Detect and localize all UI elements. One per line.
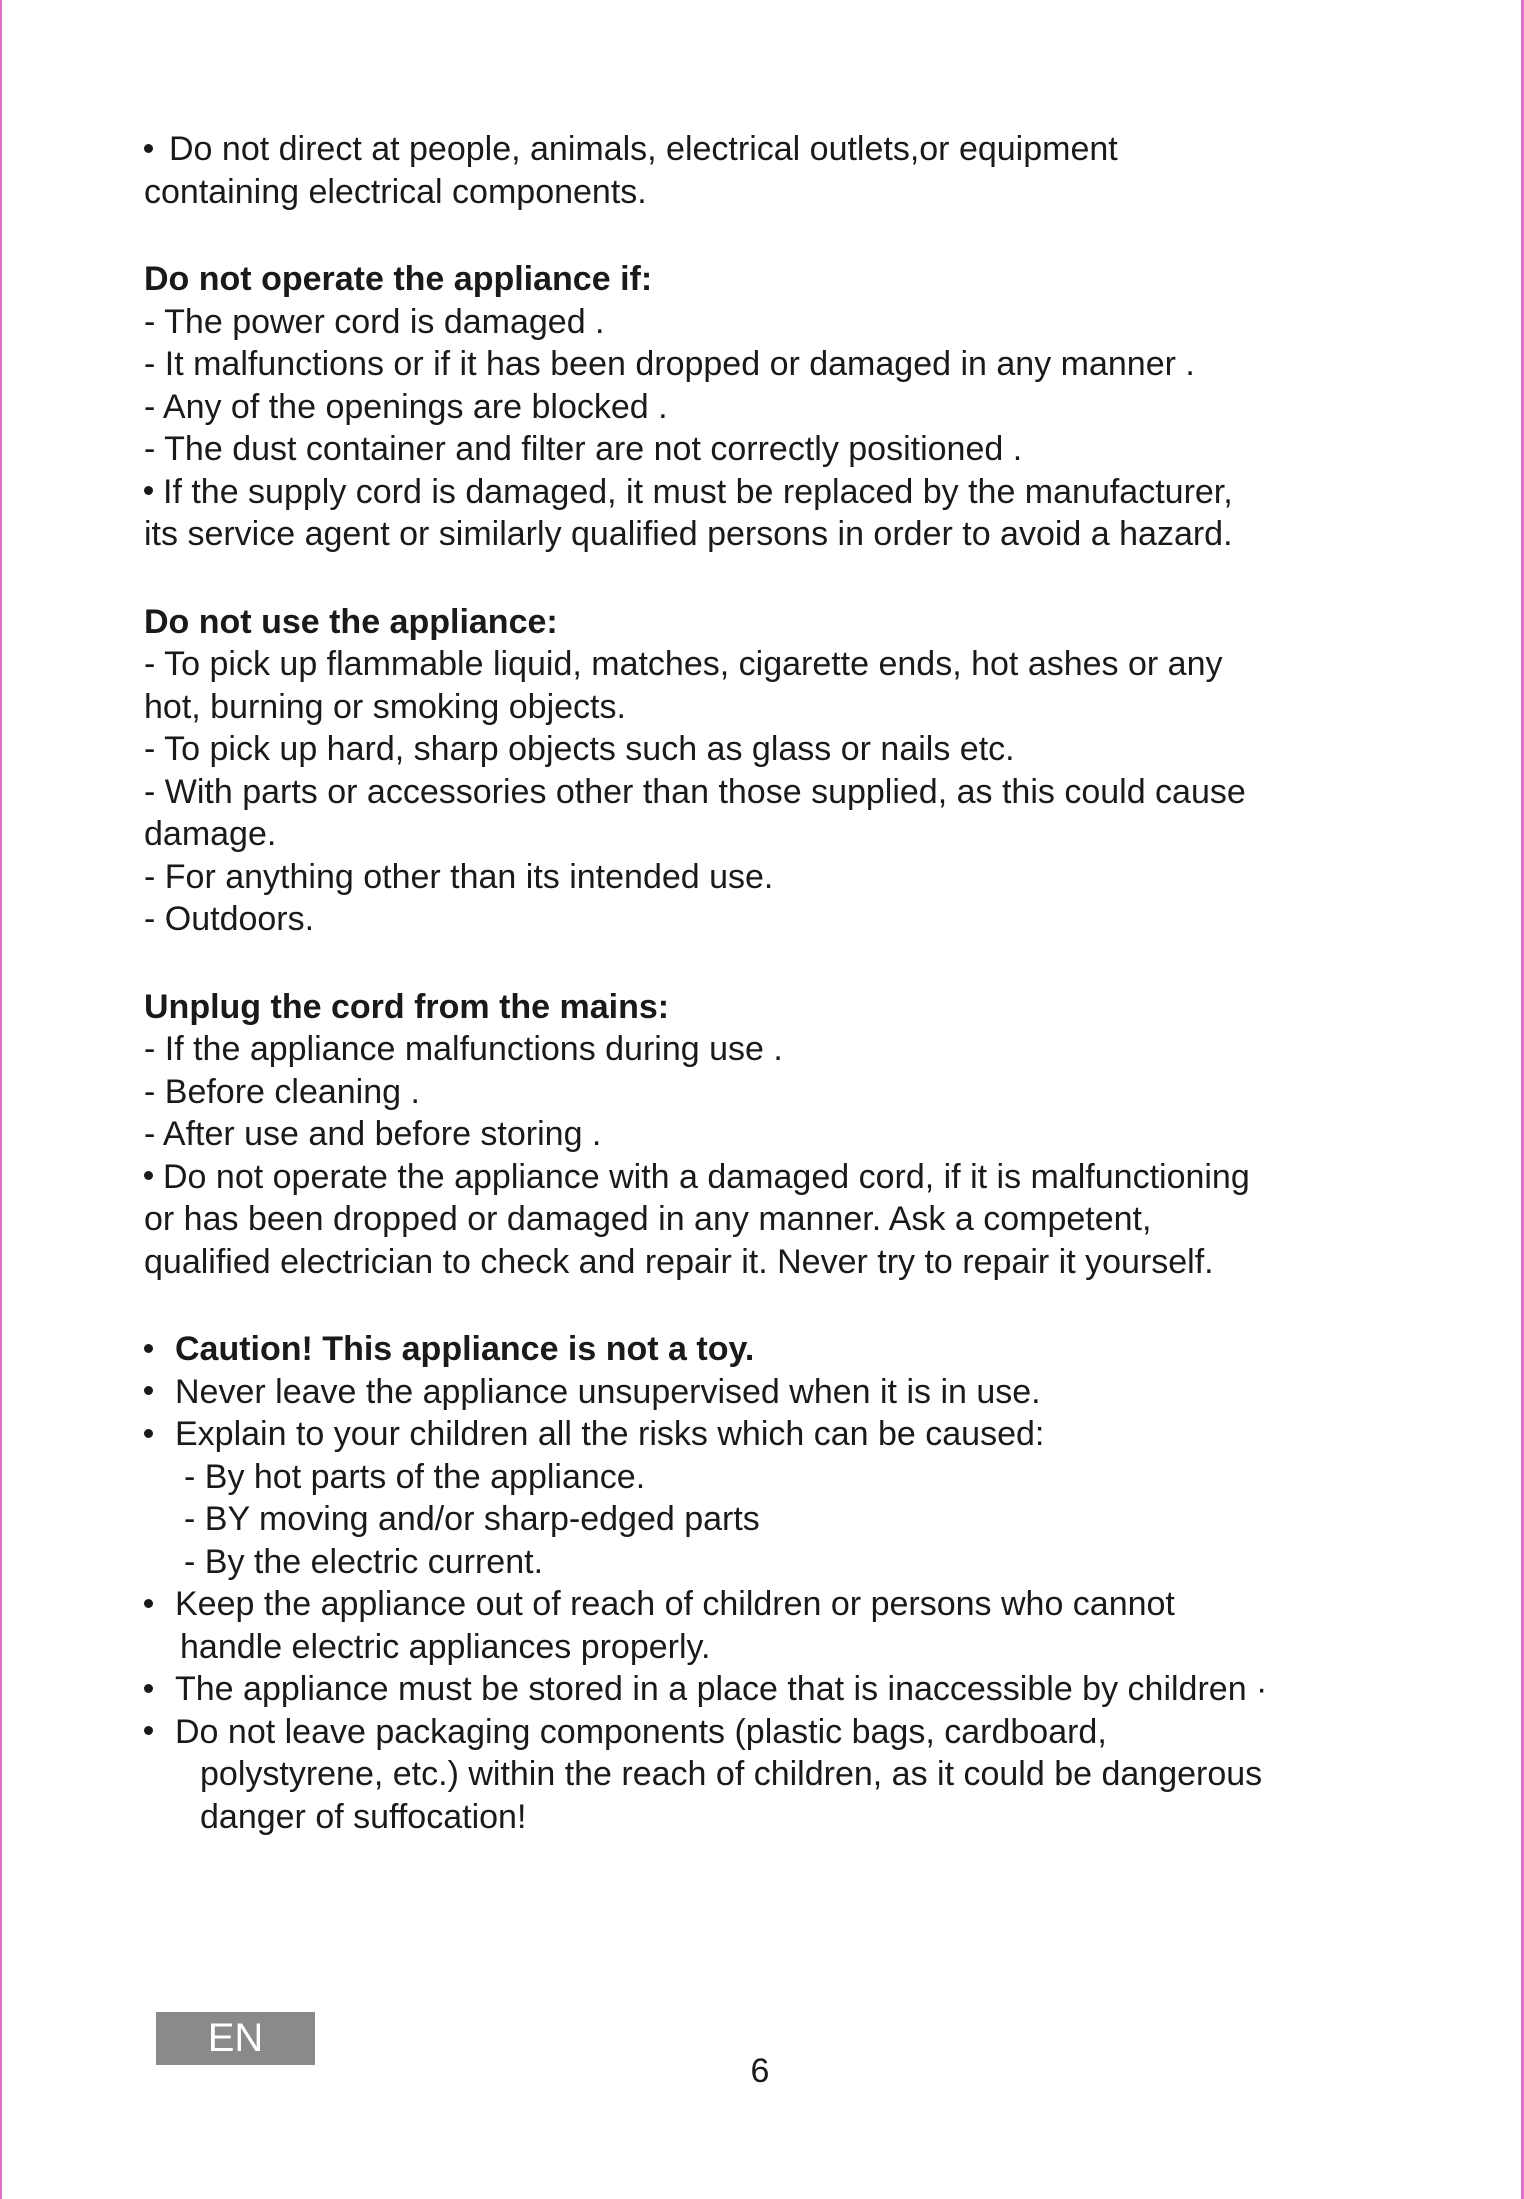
list-item: - It malfunctions or if it has been dropped or damaged in any manner . — [144, 345, 1195, 383]
bullet-icon — [144, 486, 153, 495]
packaging-line1: Do not leave packaging components (plastic bags, cardboard, — [144, 1711, 1384, 1754]
list-item: - For anything other than its intended use. — [144, 857, 774, 896]
bullet-icon — [144, 1429, 153, 1438]
list-item: - Outdoors. — [144, 900, 315, 938]
warning-direct-line1: Do not direct at people, animals, electrical outlets,or equipment — [144, 128, 1384, 171]
damaged-cord-note-line3: qualified electrician to check and repair it. Never try to repair it yourself. — [144, 1242, 1214, 1281]
bullet-icon — [144, 1171, 153, 1180]
caution-line: Caution! This appliance is not a toy. — [144, 1328, 1384, 1371]
risk-item: - BY moving and/or sharp-edged parts — [184, 1500, 760, 1538]
risk-item: - By hot parts of the appliance. — [184, 1457, 646, 1496]
list-item: - To pick up hard, sharp objects such as glass or nails etc. — [144, 730, 1015, 768]
supply-cord-note-line2: its service agent or similarly qualified persons in order to avoid a hazard. — [144, 515, 1233, 553]
keep-out-line2: handle electric appliances properly. — [180, 1627, 711, 1666]
damaged-cord-note-line2: or has been dropped or damaged in any manner. Ask a competent, — [144, 1200, 1152, 1238]
warning-direct-line2: containing electrical components. — [144, 172, 647, 211]
language-badge: EN — [156, 2012, 315, 2065]
risk-item: - By the electric current. — [184, 1542, 544, 1581]
page-border-left — [0, 0, 2, 2199]
list-item: - If the appliance malfunctions during use . — [144, 1030, 783, 1068]
bullet-icon — [144, 144, 153, 153]
list-item: hot, burning or smoking objects. — [144, 687, 626, 726]
heading-unplug: Unplug the cord from the mains: — [144, 987, 670, 1026]
bullet-icon — [144, 1726, 153, 1735]
packaging-line3: danger of suffocation! — [200, 1797, 527, 1836]
bullet-icon — [144, 1599, 153, 1608]
heading-do-not-operate: Do not operate the appliance if: — [144, 260, 653, 298]
list-item: - The power cord is damaged . — [144, 302, 605, 341]
page-number: 6 — [750, 2052, 770, 2090]
heading-do-not-use: Do not use the appliance: — [144, 602, 558, 641]
bullet-icon — [144, 1386, 153, 1395]
supply-cord-note-line1: If the supply cord is damaged, it must be replaced by the manufacturer, — [144, 471, 1384, 514]
list-item: - The dust container and filter are not correctly positioned . — [144, 430, 1023, 468]
packaging-line2: polystyrene, etc.) within the reach of children, as it could be dangerous — [200, 1755, 1263, 1793]
explain-line: Explain to your children all the risks which can be caused: — [144, 1413, 1384, 1456]
manual-page-content — [144, 128, 1384, 1838]
list-item: damage. — [144, 815, 277, 853]
list-item: - With parts or accessories other than those supplied, as this could cause — [144, 772, 1246, 811]
list-item: - Any of the openings are blocked . — [144, 387, 668, 426]
keep-out-line1: Keep the appliance out of reach of children or persons who cannot — [144, 1583, 1384, 1626]
bullet-icon — [144, 1684, 153, 1693]
list-item: - Before cleaning . — [144, 1072, 420, 1111]
bullet-icon — [144, 1344, 153, 1353]
never-leave-line: Never leave the appliance unsupervised when it is in use. — [144, 1371, 1384, 1414]
list-item: - To pick up flammable liquid, matches, cigarette ends, hot ashes or any — [144, 645, 1223, 683]
list-item: - After use and before storing . — [144, 1115, 602, 1153]
damaged-cord-note-line1: Do not operate the appliance with a damaged cord, if it is malfunctioning — [144, 1156, 1384, 1199]
stored-line: The appliance must be stored in a place that is inaccessible by children · — [144, 1668, 1384, 1711]
